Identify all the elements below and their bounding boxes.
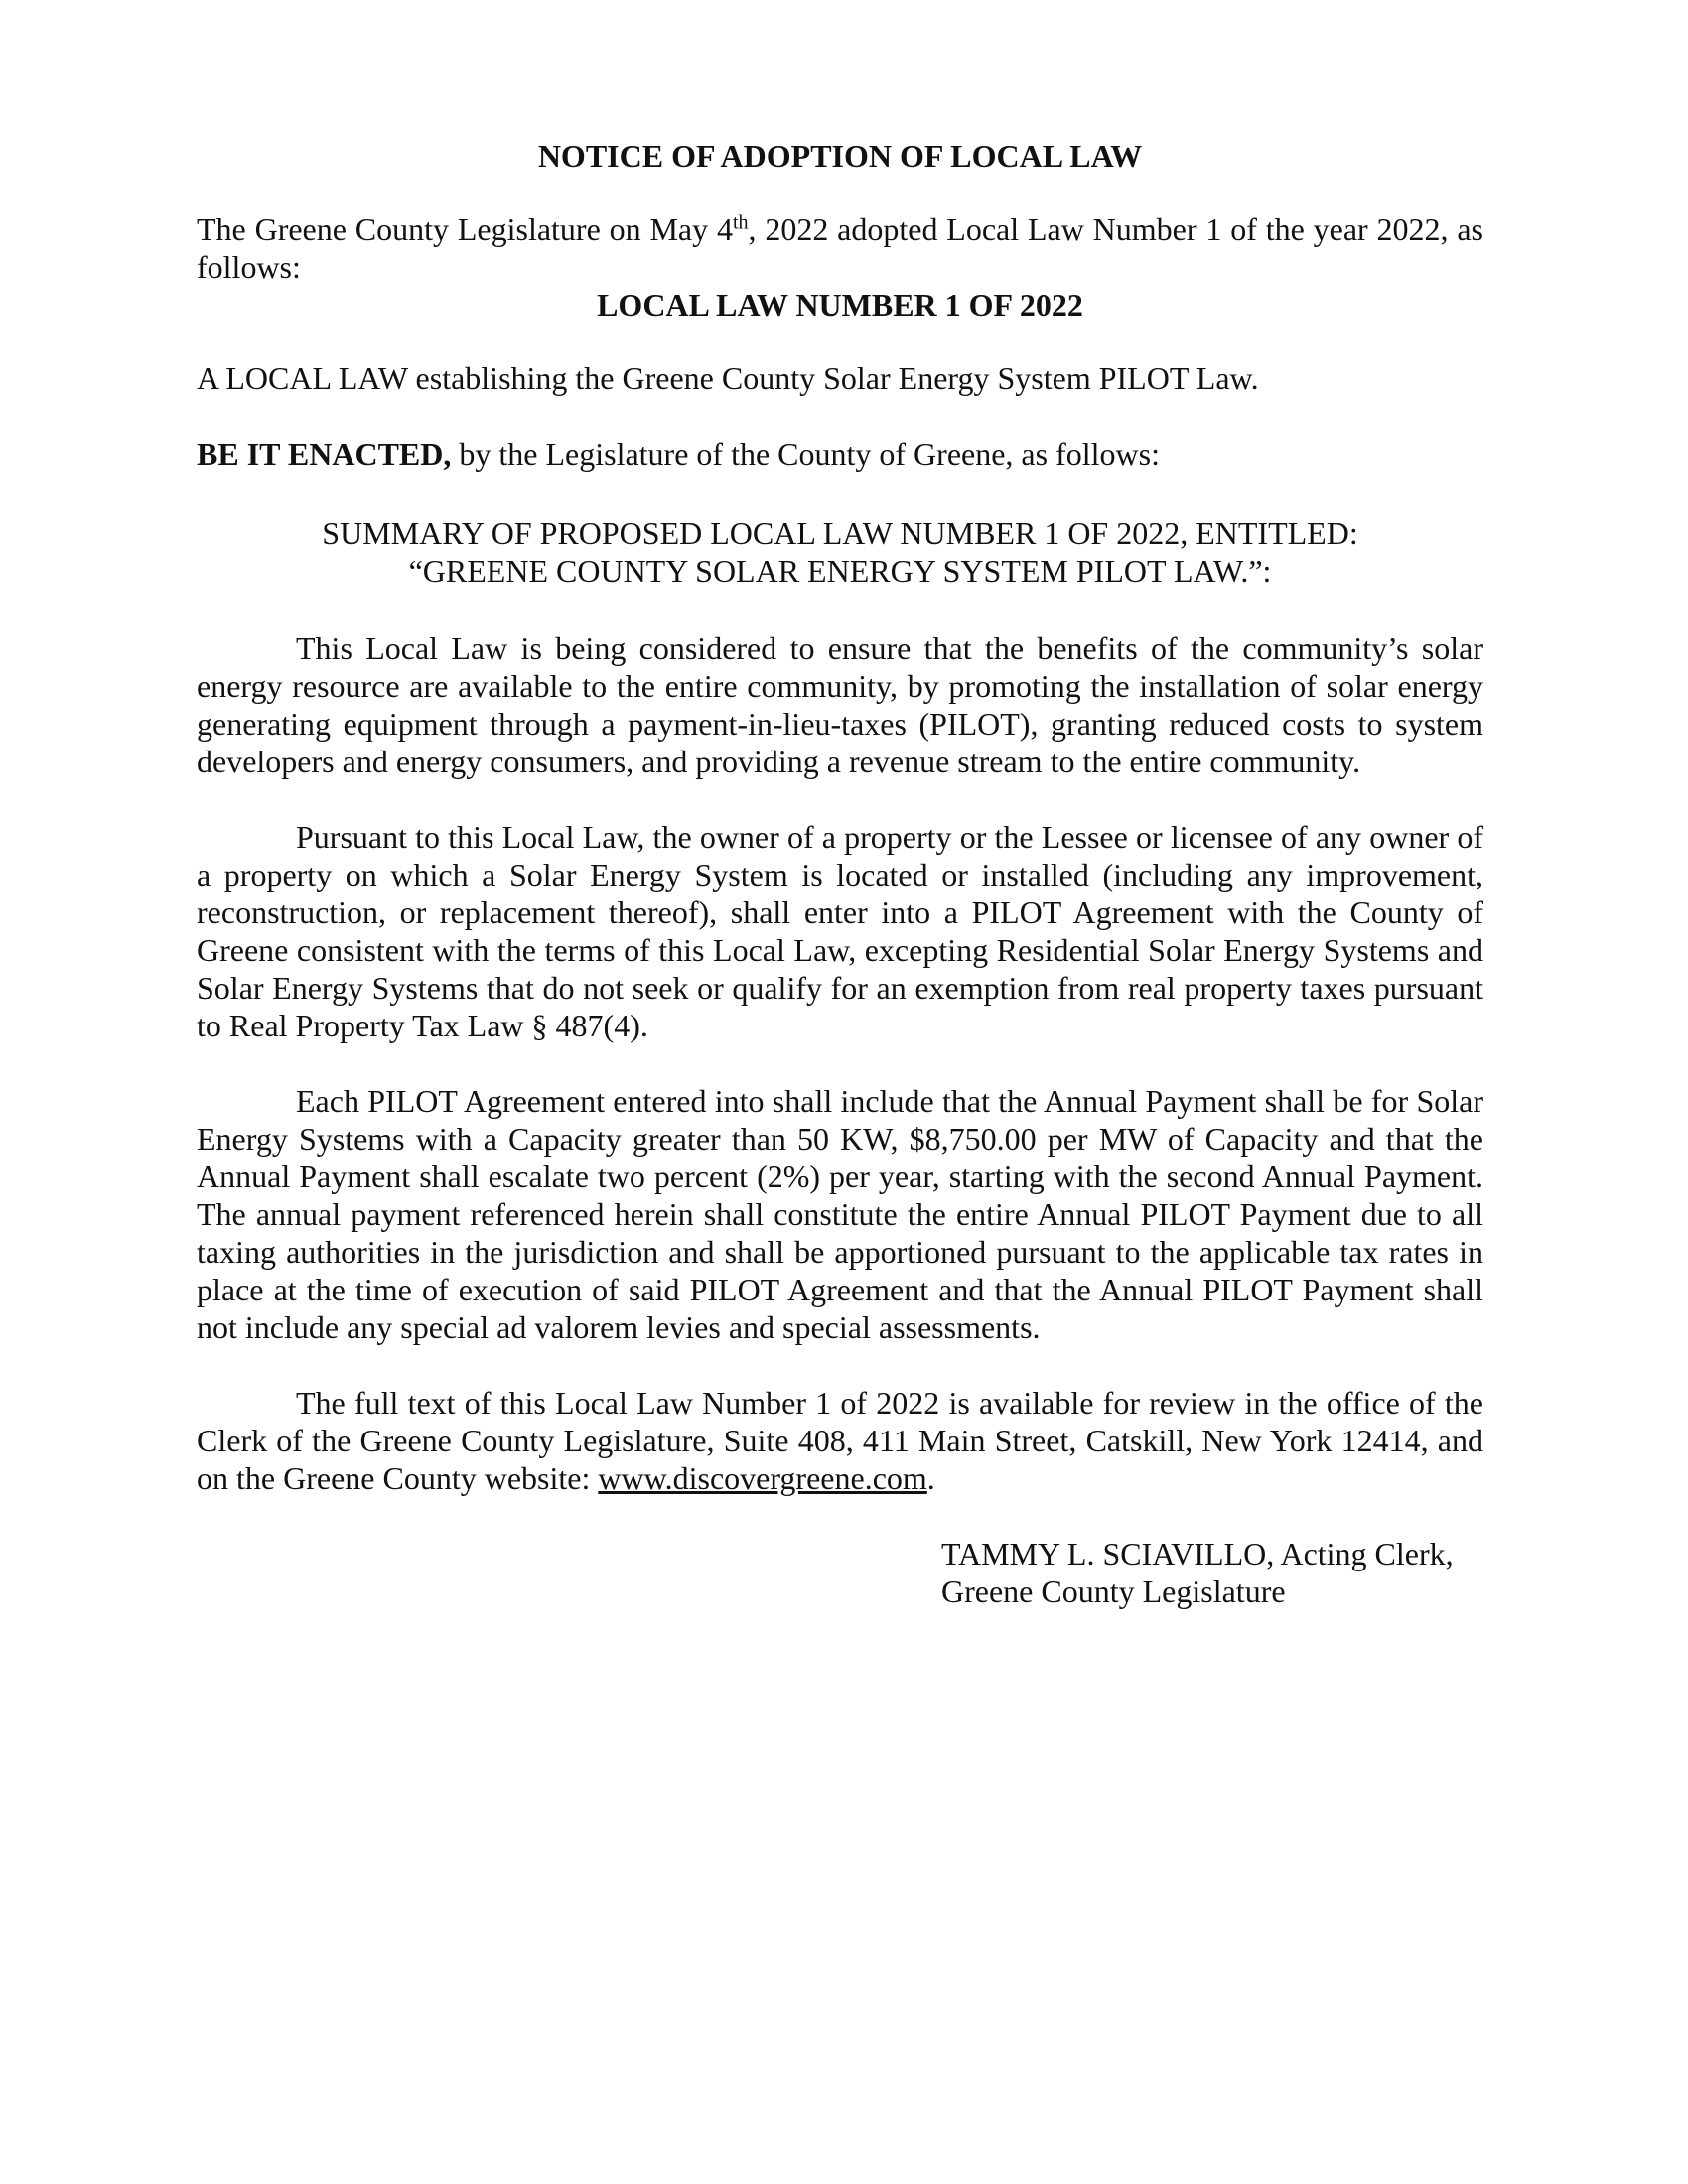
document-page [197, 137, 1483, 1610]
law-purpose: A LOCAL LAW establishing the Greene County Solar Energy System PILOT Law. [197, 360, 1259, 396]
website-link[interactable]: www.discovergreene.com [598, 1460, 927, 1496]
document-title: NOTICE OF ADOPTION OF LOCAL LAW [537, 138, 1143, 174]
intro-text-end: , 2022 adopted Local Law Number 1 of the year 2022, as follows: [197, 211, 1484, 285]
signature-block [941, 1535, 1483, 1610]
signatory-organization: Greene County Legislature [941, 1573, 1286, 1609]
full-text-availability [197, 1384, 1483, 1497]
summary-paragraph-payment: Each PILOT Agreement entered into shall include that the Annual Payment shall be for Solar Energy Systems with a Capacity greater than 50 KW, $8,750.00 per MW of Capacity and that the Annual Payment shall escalate two percent (2%) per year, starting with the second Annual Payment. The annual payment referenced herein shall constitute the entire Annual PILOT Payment due to all taxing authorities in the jurisdiction and shall be apportioned pursuant to the applicable tax rates in place at the time of execution of said PILOT Agreement and that the Annual PILOT Payment shall not include any special ad valorem levies and special assessments. [197, 1083, 1483, 1345]
full-text-period: . [926, 1460, 935, 1496]
summary-paragraph-purpose: This Local Law is being considered to ensure that the benefits of the community’s solar energy resource are available to the entire community, by promoting the installation of solar energy generating equipment through a payment-in-lieu-taxes (PILOT), granting reduced costs to system developers and energy consumers, and providing a revenue stream to the entire community. [197, 630, 1483, 779]
intro-text-start: The Greene County Legislature on May 4 [197, 211, 733, 247]
enacting-clause-rest: by the Legislature of the County of Greene, as follows: [451, 436, 1160, 472]
full-text-statement: The full text of this Local Law Number 1 of 2022 is available for review in the office of the Clerk of the Greene County Legislature, Suite 408, 411 Main Street, Catskill, New York 12414, and on the Greene County website: [197, 1385, 1483, 1496]
enacting-clause [197, 435, 1483, 473]
summary-paragraph-agreement: Pursuant to this Local Law, the owner of a property or the Lessee or licensee of any owner of a property on which a Solar Energy System is located or installed (including any improvement, reconstruction, or replacement thereof), shall enter into a PILOT Agreement with the County of Greene consistent with the terms of this Local Law, excepting Residential Solar Energy Systems and Solar Energy Systems that do not seek or qualify for an exemption from real property taxes pursuant to Real Property Tax Law § 487(4). [197, 819, 1483, 1043]
enacting-clause-bold: BE IT ENACTED, [197, 436, 452, 472]
law-number-heading: LOCAL LAW NUMBER 1 OF 2022 [597, 287, 1083, 323]
signatory-name-title: TAMMY L. SCIAVILLO, Acting Clerk, [941, 1536, 1454, 1571]
intro-ordinal-suffix: th [732, 211, 749, 234]
summary-heading-line1: SUMMARY OF PROPOSED LOCAL LAW NUMBER 1 OF 2022, ENTITLED: [322, 515, 1358, 551]
summary-heading [197, 514, 1483, 590]
summary-heading-line2: “GREENE COUNTY SOLAR ENERGY SYSTEM PILOT LAW.”: [408, 553, 1272, 589]
adoption-intro [197, 210, 1483, 286]
